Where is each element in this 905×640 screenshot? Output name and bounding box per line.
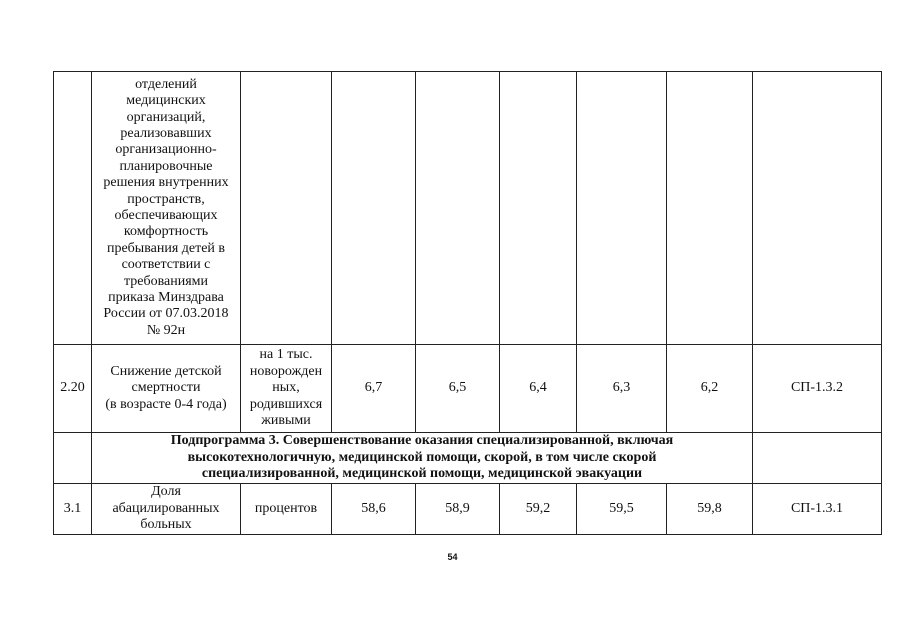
value-cell [332, 72, 416, 345]
indicator-name-cell [92, 345, 241, 433]
indicator-name-line: планировочные [119, 158, 213, 174]
value-cell: 6,3 [577, 345, 667, 433]
value-cell: 6,2 [667, 345, 753, 433]
page-number: 54 [447, 552, 458, 562]
table-row-continued [54, 72, 882, 345]
row-number-cell: 2.20 [54, 345, 92, 433]
value-cell [577, 72, 667, 345]
unit-line: ных, [272, 380, 300, 396]
indicator-name-line: медицинских [126, 93, 206, 109]
value-cell [500, 72, 577, 345]
indicator-name-line: организаций, [126, 109, 206, 125]
value-cell [667, 72, 753, 345]
value-cell: 58,9 [416, 484, 500, 535]
indicator-name-line: абацилированных [112, 500, 220, 516]
value-cell: 6,7 [332, 345, 416, 433]
subprogram-heading [92, 433, 753, 484]
unit-cell: процентов [241, 484, 332, 535]
reference-cell [753, 72, 882, 345]
table-row-subprogram-3 [54, 433, 882, 484]
unit-line: родившихся [249, 396, 323, 412]
indicator-table [53, 71, 882, 535]
subprogram-heading-line: высокотехнологичную, медицинской помощи, скорой, в том числе скорой [187, 449, 657, 465]
indicator-name-line: приказа Минздрава [108, 290, 224, 306]
indicator-name-line: соответствии с [121, 257, 211, 273]
value-cell: 6,4 [500, 345, 577, 433]
value-cell: 59,5 [577, 484, 667, 535]
indicator-name-line: организационно- [115, 142, 217, 158]
indicator-name-line: больных [140, 517, 192, 533]
unit-cell [241, 72, 332, 345]
indicator-name-line: (в возрасте 0-4 года) [105, 396, 227, 412]
row-number-cell [54, 433, 92, 484]
value-cell: 58,6 [332, 484, 416, 535]
indicator-name-cell [92, 484, 241, 535]
reference-cell: СП-1.3.2 [753, 345, 882, 433]
indicator-name-line: Доля [151, 484, 181, 500]
indicator-name-line: комфортность [123, 224, 209, 240]
indicator-name-line: смертности [131, 380, 201, 396]
table-row-3-1 [54, 484, 882, 535]
reference-cell: СП-1.3.1 [753, 484, 882, 535]
indicator-name-line: Снижение детской [110, 363, 222, 379]
indicator-name-line: обеспечивающих [114, 208, 218, 223]
subprogram-heading-line: специализированной, медицинской помощи, медицинской эвакуации [201, 466, 643, 482]
indicator-name-line: пребывания детей в [106, 240, 226, 256]
indicator-name-line: России от 07.03.2018 [103, 306, 229, 322]
indicator-name-line: решения внутренних [103, 175, 229, 191]
indicator-name-line: отделений [135, 76, 197, 92]
unit-line: живыми [261, 413, 311, 429]
unit-cell [241, 345, 332, 433]
unit-line: новорожден [249, 363, 323, 379]
indicator-name-line: № 92н [146, 322, 186, 338]
indicator-name-line: пространств, [127, 191, 205, 207]
value-cell: 59,2 [500, 484, 577, 535]
subprogram-heading-line: Подпрограмма 3. Совершенствование оказания специализированной, включая [170, 433, 674, 449]
row-number-cell [54, 72, 92, 345]
indicator-name-line: реализовавших [120, 125, 212, 141]
reference-cell [753, 433, 882, 484]
value-cell [416, 72, 500, 345]
value-cell: 6,5 [416, 345, 500, 433]
table-row-2-20 [54, 345, 882, 433]
unit-line: на 1 тыс. [259, 347, 313, 363]
indicator-name-cell [92, 72, 241, 345]
indicator-name-line: требованиями [123, 273, 209, 289]
value-cell: 59,8 [667, 484, 753, 535]
row-number-cell: 3.1 [54, 484, 92, 535]
